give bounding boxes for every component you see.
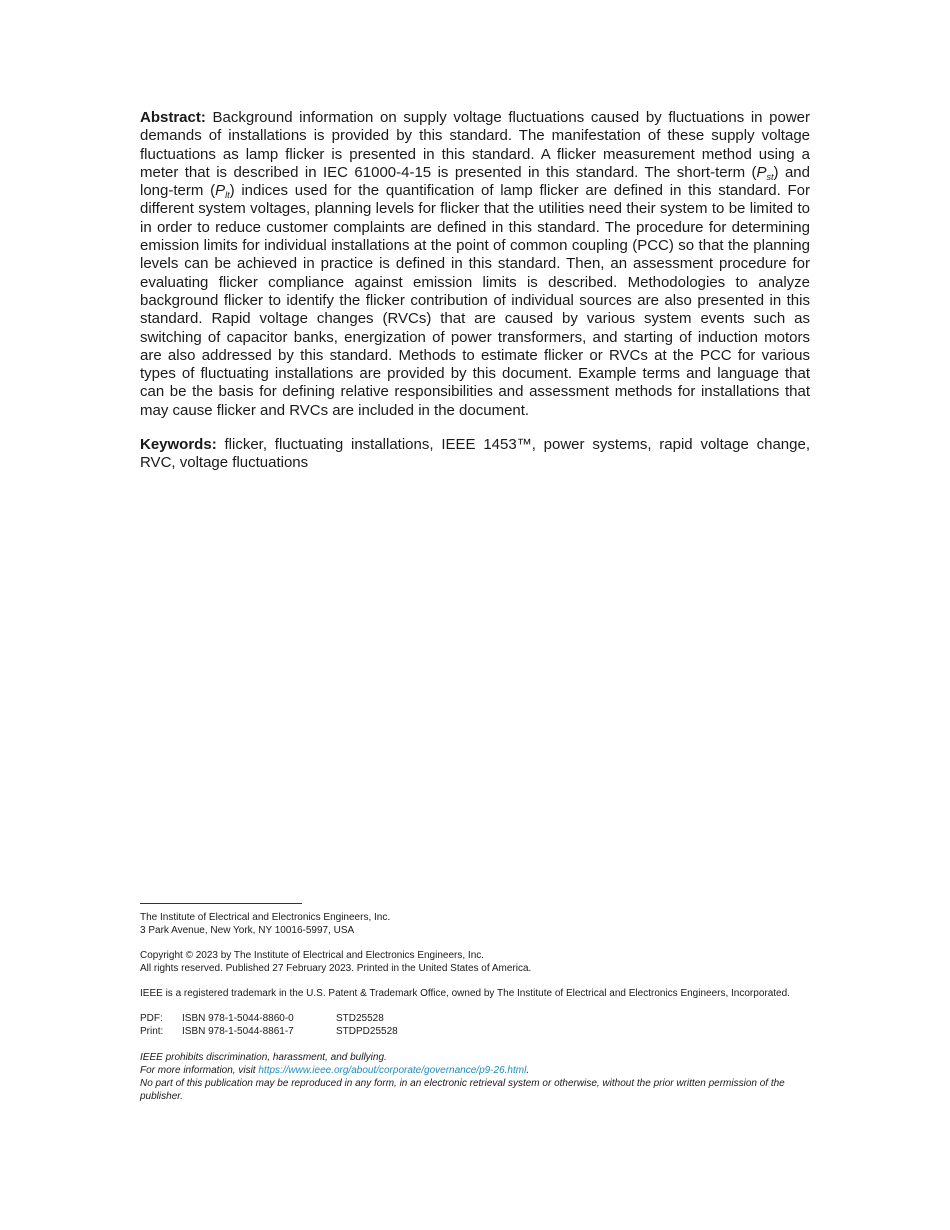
reproduction-notice: No part of this publication may be reproduced in any form, in an electronic retrieval system or otherwise, without the prior written permission of the publisher. — [140, 1078, 785, 1102]
isbn-row-pdf — [140, 1012, 398, 1025]
abstract-text-part-1: Background information on supply voltage fluctuations caused by fluctuations in power demands of installations is provided by this standard. The manifestation of these supply voltage fluctuations as lamp flicker is presented in this standard. A flicker measurement method using a meter that is described in IEC 61000-4-15 is presented in this standard. The short-term ( — [140, 109, 811, 181]
pst-subscript: st — [766, 171, 774, 182]
plt-symbol: P — [215, 182, 226, 200]
copyright-notice — [140, 949, 812, 975]
keywords-text: flicker, fluctuating installations, IEEE 1453™, power systems, rapid voltage change, RVC, voltage fluctuations — [140, 436, 810, 472]
governance-link[interactable]: https://www.ieee.org/about/corporate/governance/p9-26.html — [258, 1065, 527, 1076]
plt-subscript: lt — [225, 190, 230, 201]
isbn-number: ISBN 978-1-5044-8860-0 — [182, 1013, 294, 1024]
address-line-2: 3 Park Avenue, New York, NY 10016-5997, USA — [140, 925, 355, 936]
isbn-format: PDF: — [140, 1013, 163, 1024]
isbn-row-print — [140, 1025, 398, 1038]
more-info-prefix: For more information, visit — [140, 1065, 259, 1076]
footer-divider — [140, 903, 302, 904]
abstract-text-part-2: ) and long-term ( — [140, 163, 810, 200]
isbn-number: ISBN 978-1-5044-8861-7 — [182, 1026, 294, 1037]
more-info-notice — [140, 1064, 812, 1077]
copyright-line-2: All rights reserved. Published 27 February 2023. Printed in the United States of America. — [140, 963, 532, 974]
publisher-address — [140, 911, 812, 937]
copyright-line-1: Copyright © 2023 by The Institute of Electrical and Electronics Engineers, Inc. — [140, 950, 485, 961]
document-body — [140, 109, 810, 473]
address-line-1: The Institute of Electrical and Electronics Engineers, Inc. — [140, 912, 391, 923]
isbn-table — [140, 1012, 398, 1038]
isbn-format: Print: — [140, 1026, 164, 1037]
publication-footer — [140, 903, 812, 1103]
pst-symbol: P — [756, 163, 767, 181]
trademark-notice: IEEE is a registered trademark in the U.S. Patent & Trademark Office, owned by The Institute of Electrical and Electronics Engineers, Incorporated. — [140, 988, 790, 999]
more-info-suffix: . — [526, 1065, 530, 1076]
discrimination-notice: IEEE prohibits discrimination, harassment, and bullying. — [140, 1052, 387, 1063]
keywords-paragraph — [140, 436, 810, 473]
isbn-code: STDPD25528 — [336, 1026, 398, 1037]
isbn-code: STD25528 — [336, 1013, 384, 1024]
abstract-text-part-3: ) indices used for the quantification of lamp flicker are defined in this standard. For different system voltages, planning levels for flicker that the utilities need their system to be limited to in order to reduce customer complaints are defined in this standard. The procedure for determining emission limits for individual installations at the point of common coupling (PCC) so that the planning levels can be achieved in practice is defined in this standard. Then, an assessment procedure for evaluating flicker compliance against emission limits is described. Methodologies to analyze background flicker to identify the flicker contribution of individual sources are also presented in this standard. Rapid voltage changes (RVCs) that are caused by various system events such as switching of capacitor banks, energization of power transformers, and starting of induction motors are also addressed by this standard. Methods to estimate flicker or RVCs at the PCC for various types of fluctuating installations are provided by this document. Example terms and language that can be the basis for defining relative responsibilities and assessment methods for installations that may cause flicker and RVCs are included in the document. — [140, 182, 810, 419]
abstract-label: Abstract: — [140, 109, 206, 126]
abstract-paragraph — [140, 109, 810, 420]
keywords-label: Keywords: — [140, 436, 217, 454]
